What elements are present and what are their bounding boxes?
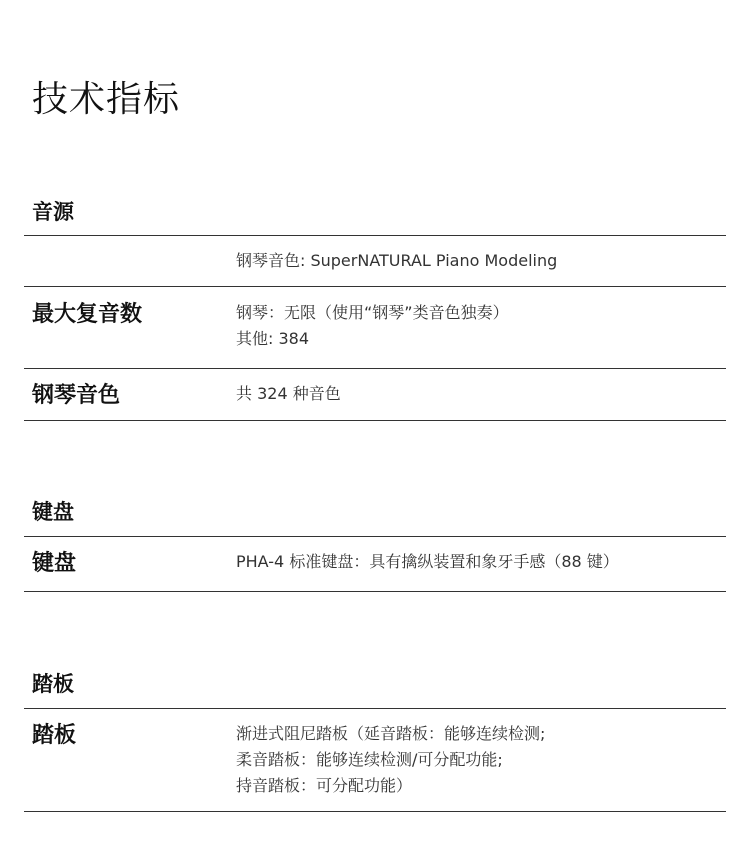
spec-label: 键盘 xyxy=(32,551,77,576)
section-title-keyboard: 键盘 xyxy=(32,500,74,524)
section-sound-source xyxy=(24,197,726,421)
spec-value xyxy=(236,300,726,352)
page-title: 技术指标 xyxy=(32,79,181,120)
spec-table-sound-source xyxy=(24,235,726,421)
spec-value-line: 渐进式阻尼踏板（延音踏板：能够连续检测; xyxy=(236,724,546,743)
spec-value-line: 共 324 种音色 xyxy=(236,384,341,403)
spec-row-pedal xyxy=(24,709,726,812)
spec-table-pedal xyxy=(24,708,726,812)
spec-value xyxy=(236,721,726,799)
spec-value xyxy=(236,248,726,274)
spec-label: 钢琴音色 xyxy=(32,383,121,408)
spec-row-piano-sound xyxy=(24,236,726,287)
section-keyboard xyxy=(24,497,726,592)
spec-value-line: 持音踏板：可分配功能） xyxy=(236,776,413,795)
section-pedal xyxy=(24,669,726,812)
spec-row-max-polyphony xyxy=(24,287,726,369)
spec-row-piano-tones xyxy=(24,369,726,421)
spec-value-line: 钢琴音色: SuperNATURAL Piano Modeling xyxy=(236,251,558,270)
spec-value-line: 钢琴：无限（使用“钢琴”类音色独奏） xyxy=(236,303,509,322)
spec-value xyxy=(236,381,726,407)
spec-value-line: PHA-4 标准键盘：具有擒纵装置和象牙手感（88 键） xyxy=(236,552,619,571)
spec-value-line: 其他: 384 xyxy=(236,329,310,348)
spec-row-keyboard xyxy=(24,537,726,592)
spec-table-keyboard xyxy=(24,536,726,592)
spec-label: 踏板 xyxy=(32,723,77,748)
section-title-sound-source: 音源 xyxy=(32,200,74,224)
section-title-pedal: 踏板 xyxy=(32,672,74,696)
spec-value xyxy=(236,549,726,575)
spec-label: 最大复音数 xyxy=(32,302,143,327)
spec-value-line: 柔音踏板：能够连续检测/可分配功能; xyxy=(236,750,503,769)
